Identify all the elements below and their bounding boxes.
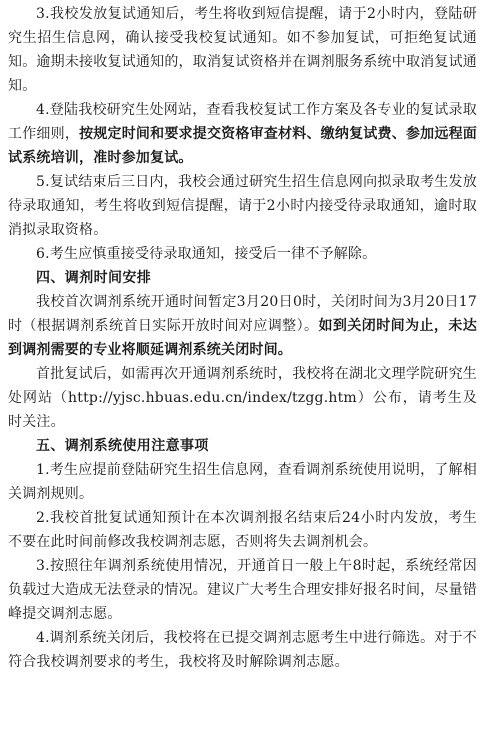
section-4-paragraph-1-emphasis: 如到关闭时间为止，未达到调剂需要的专业将顺延调剂系统关闭时间。 [8, 318, 477, 358]
section-heading-5: 五、调剂系统使用注意事项 [36, 438, 209, 454]
paragraph-item-4-text: 4.登陆我校研究生处网站，查看我校复试工作方案及各专业的复试录取工作细则， [8, 102, 477, 142]
section-4-paragraph-1-text: 我校首次调剂系统开通时间暂定3月20日0时，关闭时间为3月20日17时（根据调剂系统首日实际开放时间对应调整）。 [8, 294, 477, 334]
paragraph-item-4 [8, 98, 477, 170]
section-5-item-4: 4.调剂系统关闭后，我校将在已提交调剂志愿考生中进行筛选。对于不符合我校调剂要求的考生，我校将及时解除调剂志愿。 [8, 630, 477, 670]
section-heading-4: 四、调剂时间安排 [36, 270, 152, 286]
paragraph-item-6: 6.考生应慎重接受待录取通知，接受后一律不予解除。 [36, 246, 377, 262]
section-5-item-2: 2.我校首批复试通知预计在本次调剂报名结束后24小时内发放，考生不要在此时间前修改我校调剂志愿，否则将失去调剂机会。 [8, 510, 477, 550]
section-4-paragraph-2: 首批复试后，如需再次开通调剂系统时，我校将在湖北文理学院研究生处网站（http://yjsc.hbuas.edu.cn/index/tzgg.htm）公布，请考生及时关注。 [8, 366, 477, 430]
paragraph-item-5: 5.复试结束后三日内，我校会通过研究生招生信息网向拟录取考生发放待录取通知，考生将收到短信提醒，请于2小时内接受待录取通知，逾时取消拟录取资格。 [8, 174, 477, 238]
section-4-paragraph-1 [8, 290, 477, 362]
section-5-item-3: 3.按照往年调剂系统使用情况，开通首日一般上午8时起，系统经常因负载过大造成无法登录的情况。建议广大考生合理安排好报名时间，尽量错峰提交调剂志愿。 [8, 558, 477, 622]
paragraph-item-3: 3.我校发放复试通知后，考生将收到短信提醒，请于2小时内，登陆研究生招生信息网，确认接受我校复试通知。如不参加复试，可拒绝复试通知。逾期未接收复试通知的，取消复试资格并在调剂服务系统中取消复试通知。 [8, 6, 477, 94]
paragraph-item-4-emphasis: 按规定时间和要求提交资格审查材料、缴纳复试费、参加远程面试系统培训，准时参加复试。 [8, 126, 477, 166]
section-5-item-1: 1.考生应提前登陆研究生招生信息网，查看调剂系统使用说明，了解相关调剂规则。 [8, 462, 477, 502]
